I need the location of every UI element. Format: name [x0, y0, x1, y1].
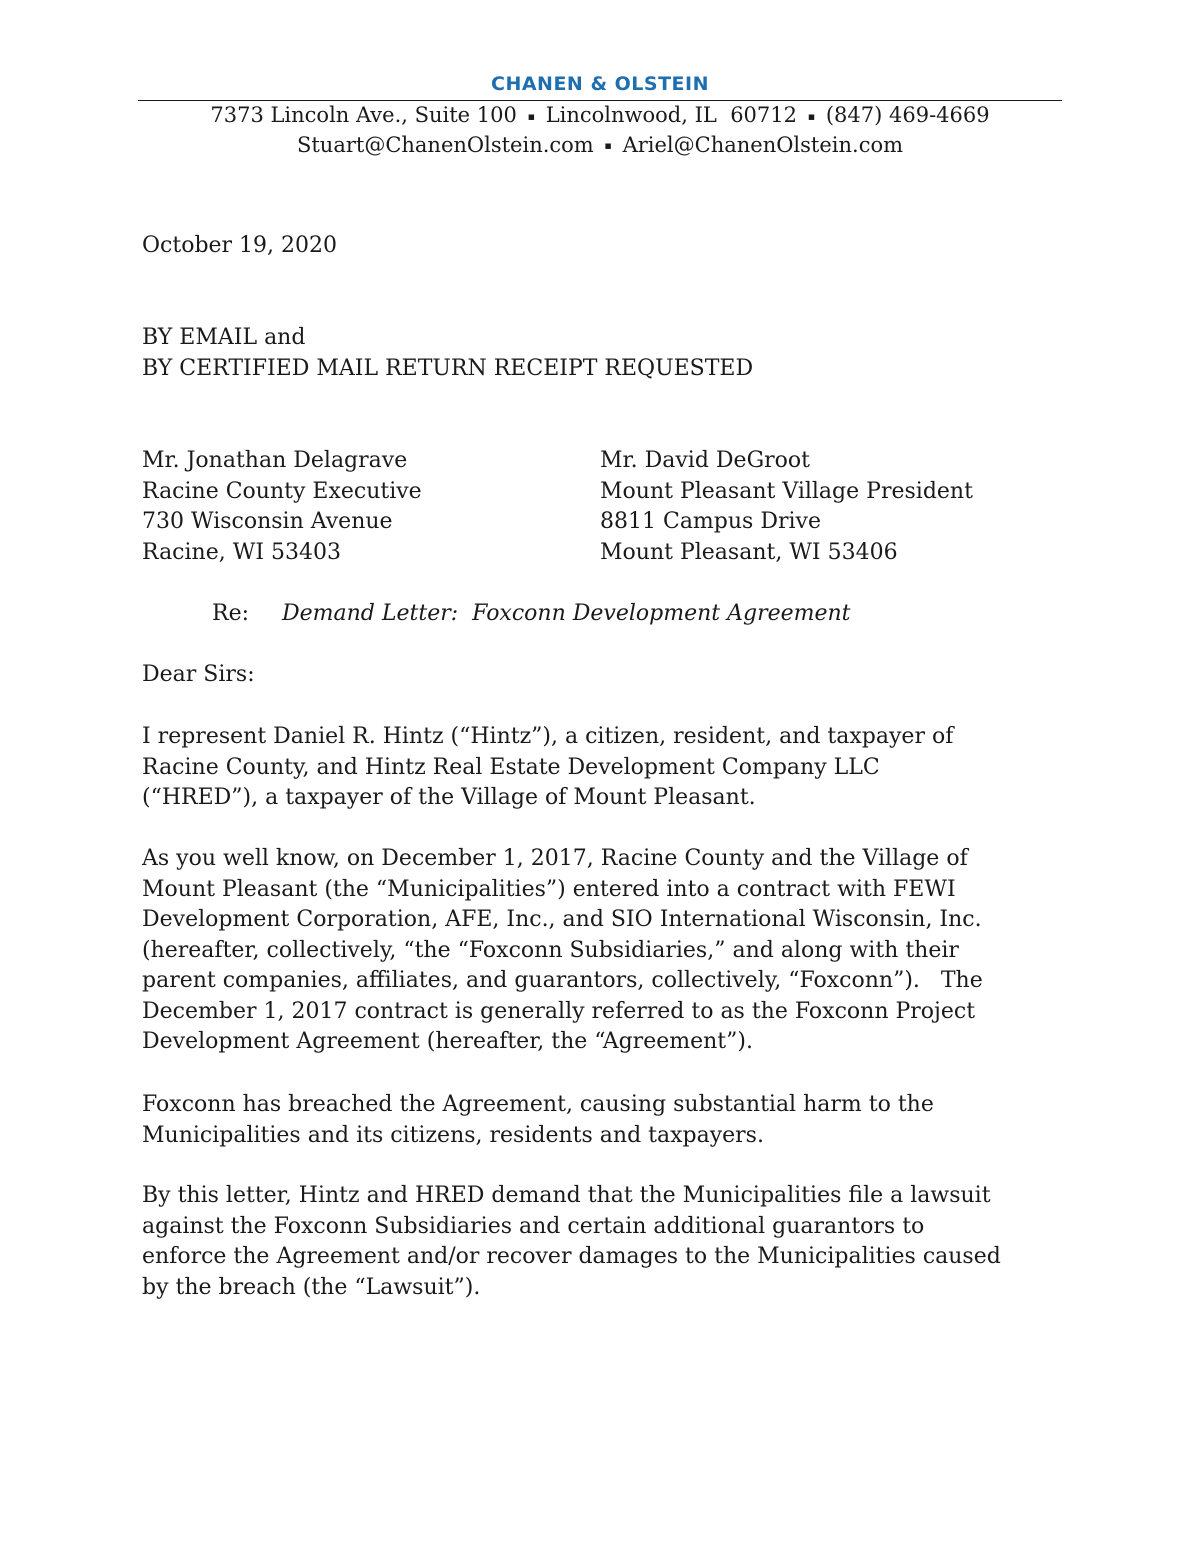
re-subject: Demand Letter: Foxconn Development Agreement [282, 601, 851, 626]
salutation: Dear Sirs: [142, 662, 255, 687]
paragraph-line: by the breach (the “Lawsuit”). [142, 1274, 481, 1300]
paragraph-line: parent companies, affiliates, and guarantors, collectively, “Foxconn”). The [142, 968, 983, 993]
paragraph-line: (“HRED”), a taxpayer of the Village of Mount Pleasant. [142, 785, 756, 810]
separator-icon: ▪ [807, 109, 816, 123]
recipient-name: Mr. Jonathan Delagrave [142, 448, 408, 473]
email-link-stuart[interactable]: Stuart@ChanenOlstein.com [296, 132, 594, 157]
recipient-title: Mount Pleasant Village President [600, 478, 973, 504]
recipient-street: 730 Wisconsin Avenue [142, 509, 393, 534]
recipient-name: Mr. David DeGroot [600, 448, 810, 473]
paragraph-line: By this letter, Hintz and HRED demand that the Municipalities file a lawsuit [142, 1183, 991, 1208]
separator-icon: ▪ [604, 139, 612, 152]
email-link-ariel[interactable]: Ariel@ChanenOlstein.com [622, 132, 904, 157]
paragraph-line: Municipalities and its citizens, residents and taxpayers. [142, 1122, 764, 1148]
paragraph-line: Development Agreement (hereafter, the “Agreement”). [142, 1029, 753, 1054]
paragraph-line: Foxconn has breached the Agreement, causing substantial harm to the [142, 1092, 934, 1117]
firm-phone: (847) 469-4669 [825, 103, 990, 127]
body-paragraph-1 [142, 722, 953, 814]
letter-date: October 19, 2020 [142, 233, 338, 258]
body-paragraph-2 [142, 844, 983, 1058]
delivery-line: BY CERTIFIED MAIL RETURN RECEIPT REQUESTED [142, 355, 754, 381]
re-label: Re: [212, 601, 249, 626]
body-paragraph-3 [142, 1090, 934, 1151]
paragraph-line: against the Foxconn Subsidiaries and certain additional guarantors to [142, 1213, 925, 1239]
paragraph-line: Mount Pleasant (the “Municipalities”) entered into a contract with FEWI [142, 876, 956, 902]
body-paragraph-4 [142, 1181, 1001, 1303]
firm-name: CHANEN & OLSTEIN [491, 73, 709, 95]
paragraph-line: December 1, 2017 contract is generally referred to as the Foxconn Project [142, 998, 976, 1024]
paragraph-line: (hereafter, collectively, “the “Foxconn Subsidiaries,” and along with their [142, 937, 959, 963]
recipient-street: 8811 Campus Drive [600, 509, 821, 534]
letterhead [138, 70, 1062, 160]
delivery-method [142, 323, 753, 384]
recipient-city: Racine, WI 53403 [142, 539, 341, 565]
paragraph-line: As you well know, on December 1, 2017, Racine County and the Village of [142, 846, 968, 871]
separator-icon: ▪ [527, 109, 536, 123]
subject-line [212, 599, 851, 629]
recipient-address-right [600, 446, 973, 568]
recipient-address-left [142, 446, 422, 568]
paragraph-line: Development Corporation, AFE, Inc., and SIO International Wisconsin, Inc. [142, 907, 982, 932]
firm-city: Lincolnwood, IL 60712 [545, 103, 798, 127]
firm-address-line [138, 101, 1062, 131]
paragraph-line: Racine County, and Hintz Real Estate Development Company LLC [142, 754, 880, 780]
firm-street: 7373 Lincoln Ave., Suite 100 [210, 103, 517, 127]
firm-email-line [138, 131, 1062, 161]
recipient-city: Mount Pleasant, WI 53406 [600, 539, 898, 565]
recipient-title: Racine County Executive [142, 478, 422, 504]
paragraph-line: I represent Daniel R. Hintz (“Hintz”), a citizen, resident, and taxpayer of [142, 724, 954, 749]
delivery-line: BY EMAIL and [142, 325, 306, 350]
paragraph-line: enforce the Agreement and/or recover damages to the Municipalities caused [142, 1244, 1001, 1269]
